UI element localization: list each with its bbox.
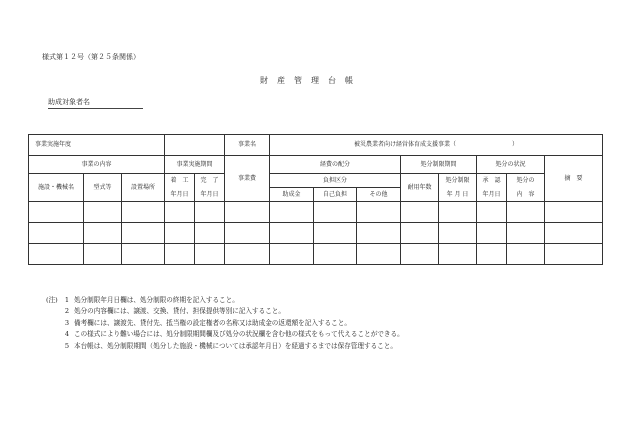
data-cell[interactable]: [357, 223, 401, 244]
data-cell[interactable]: [29, 223, 84, 244]
data-cell[interactable]: [314, 223, 357, 244]
data-cell[interactable]: [507, 202, 545, 223]
header-row-columns: [29, 174, 603, 188]
data-cell[interactable]: [507, 223, 545, 244]
approval-header: 承 認: [477, 174, 507, 188]
data-cell[interactable]: [401, 223, 439, 244]
note-text: 処分制限年月日欄は、処分制限の終期を記入すること。: [74, 296, 239, 304]
notes-section: [46, 295, 404, 352]
disposal-limit-date-subheader: 年 月 日: [439, 188, 477, 202]
note-number: 1: [64, 296, 70, 304]
note-item: [46, 318, 404, 329]
disposal-limit-header: 処分制限: [439, 174, 477, 188]
other-subheader: その他: [357, 188, 401, 202]
facility-name-header: 施設・機械名: [29, 174, 84, 202]
table-row: [29, 244, 603, 265]
project-name-value: 被災農業者向け経営体育成支援事業（: [354, 141, 457, 149]
data-cell[interactable]: [357, 244, 401, 265]
data-cell[interactable]: [195, 223, 225, 244]
data-cell[interactable]: [314, 244, 357, 265]
note-number: 4: [64, 330, 70, 339]
model-header: 型式等: [84, 174, 122, 202]
project-name-close: ）: [512, 141, 519, 149]
header-row-project: [29, 135, 603, 156]
note-item: [46, 329, 404, 340]
location-header: 設置場所: [122, 174, 165, 202]
data-cell[interactable]: [225, 223, 270, 244]
data-cell[interactable]: [401, 202, 439, 223]
note-item: [46, 306, 404, 317]
data-cell[interactable]: [165, 202, 195, 223]
data-cell[interactable]: [314, 202, 357, 223]
note-text: 備考欄には、譲渡先、貸付先、抵当権の設定権者の名称又は助成金の返還額を記入すること。: [74, 318, 351, 327]
data-cell[interactable]: [439, 244, 477, 265]
data-cell[interactable]: [357, 202, 401, 223]
disposal-period-header: 処分制限期間: [401, 156, 477, 174]
data-cell[interactable]: [29, 244, 84, 265]
data-cell[interactable]: [477, 202, 507, 223]
data-cell[interactable]: [477, 244, 507, 265]
data-cell[interactable]: [29, 202, 84, 223]
project-name-cell[interactable]: [270, 135, 603, 156]
document-title: 財産管理台帳: [260, 76, 362, 85]
note-text: この様式により難い場合には、処分制限期間欄及び処分の状況欄を含む他の様式をもって代えることができる。: [74, 330, 404, 339]
note-text: 処分の内容欄には、譲渡、交換、貸付、担保提供等別に記入すること。: [74, 307, 285, 316]
data-cell[interactable]: [225, 202, 270, 223]
data-cell[interactable]: [545, 244, 603, 265]
note-item: [46, 295, 404, 306]
form-number: 様式第１２号（第２５条関係）: [42, 53, 140, 61]
data-cell[interactable]: [165, 244, 195, 265]
data-cell[interactable]: [195, 244, 225, 265]
disposal-content-subheader: 内 容: [507, 188, 545, 202]
disposal-status-header: 処分の状況: [477, 156, 545, 174]
data-cell[interactable]: [122, 223, 165, 244]
approval-date-subheader: 年月日: [477, 188, 507, 202]
burden-header: 負担区分: [270, 174, 401, 188]
asset-ledger-table: [28, 134, 603, 265]
project-cost-header: 事業費: [225, 156, 270, 202]
remarks-header: 摘 要: [545, 156, 603, 202]
header-row-groups: [29, 156, 603, 174]
complete-date-subheader: 年月日: [195, 188, 225, 202]
subsidy-subheader: 助成金: [270, 188, 314, 202]
lifespan-header: 耐用年数: [401, 174, 439, 202]
disposal-content-header: 処分の: [507, 174, 545, 188]
data-cell[interactable]: [270, 223, 314, 244]
data-cell[interactable]: [84, 202, 122, 223]
note-number: 2: [64, 307, 70, 316]
note-number: 3: [64, 318, 70, 327]
fiscal-year-value[interactable]: [165, 135, 225, 156]
data-cell[interactable]: [270, 202, 314, 223]
note-text: 本台帳は、処分制限期間（処分した施設・機械については承認年月日）を経過するまでは保存管理すること。: [74, 341, 397, 350]
self-burden-subheader: 自己負担: [314, 188, 357, 202]
notes-mark: (注): [46, 296, 58, 304]
project-name-label: 事業名: [225, 135, 270, 156]
table-row: [29, 202, 603, 223]
note-number: 5: [64, 341, 70, 350]
data-cell[interactable]: [439, 223, 477, 244]
table-row: [29, 223, 603, 244]
project-period-header: 事業実施期間: [165, 156, 225, 174]
note-item: [46, 341, 404, 352]
data-cell[interactable]: [195, 202, 225, 223]
data-cell[interactable]: [477, 223, 507, 244]
data-cell[interactable]: [401, 244, 439, 265]
data-cell[interactable]: [507, 244, 545, 265]
data-cell[interactable]: [270, 244, 314, 265]
start-header: 着 工: [165, 174, 195, 188]
data-cell[interactable]: [165, 223, 195, 244]
complete-header: 完 了: [195, 174, 225, 188]
data-cell[interactable]: [225, 244, 270, 265]
data-cell[interactable]: [439, 202, 477, 223]
data-cell[interactable]: [84, 223, 122, 244]
project-content-header: 事業の内容: [29, 156, 165, 174]
data-cell[interactable]: [545, 223, 603, 244]
start-date-subheader: 年月日: [165, 188, 195, 202]
data-cell[interactable]: [122, 202, 165, 223]
funding-header: 経費の配分: [270, 156, 401, 174]
grantee-name-label: 助成対象者名: [48, 97, 143, 109]
data-cell[interactable]: [122, 244, 165, 265]
data-cell[interactable]: [84, 244, 122, 265]
data-cell[interactable]: [545, 202, 603, 223]
fiscal-year-label: 事業実施年度: [29, 135, 165, 156]
